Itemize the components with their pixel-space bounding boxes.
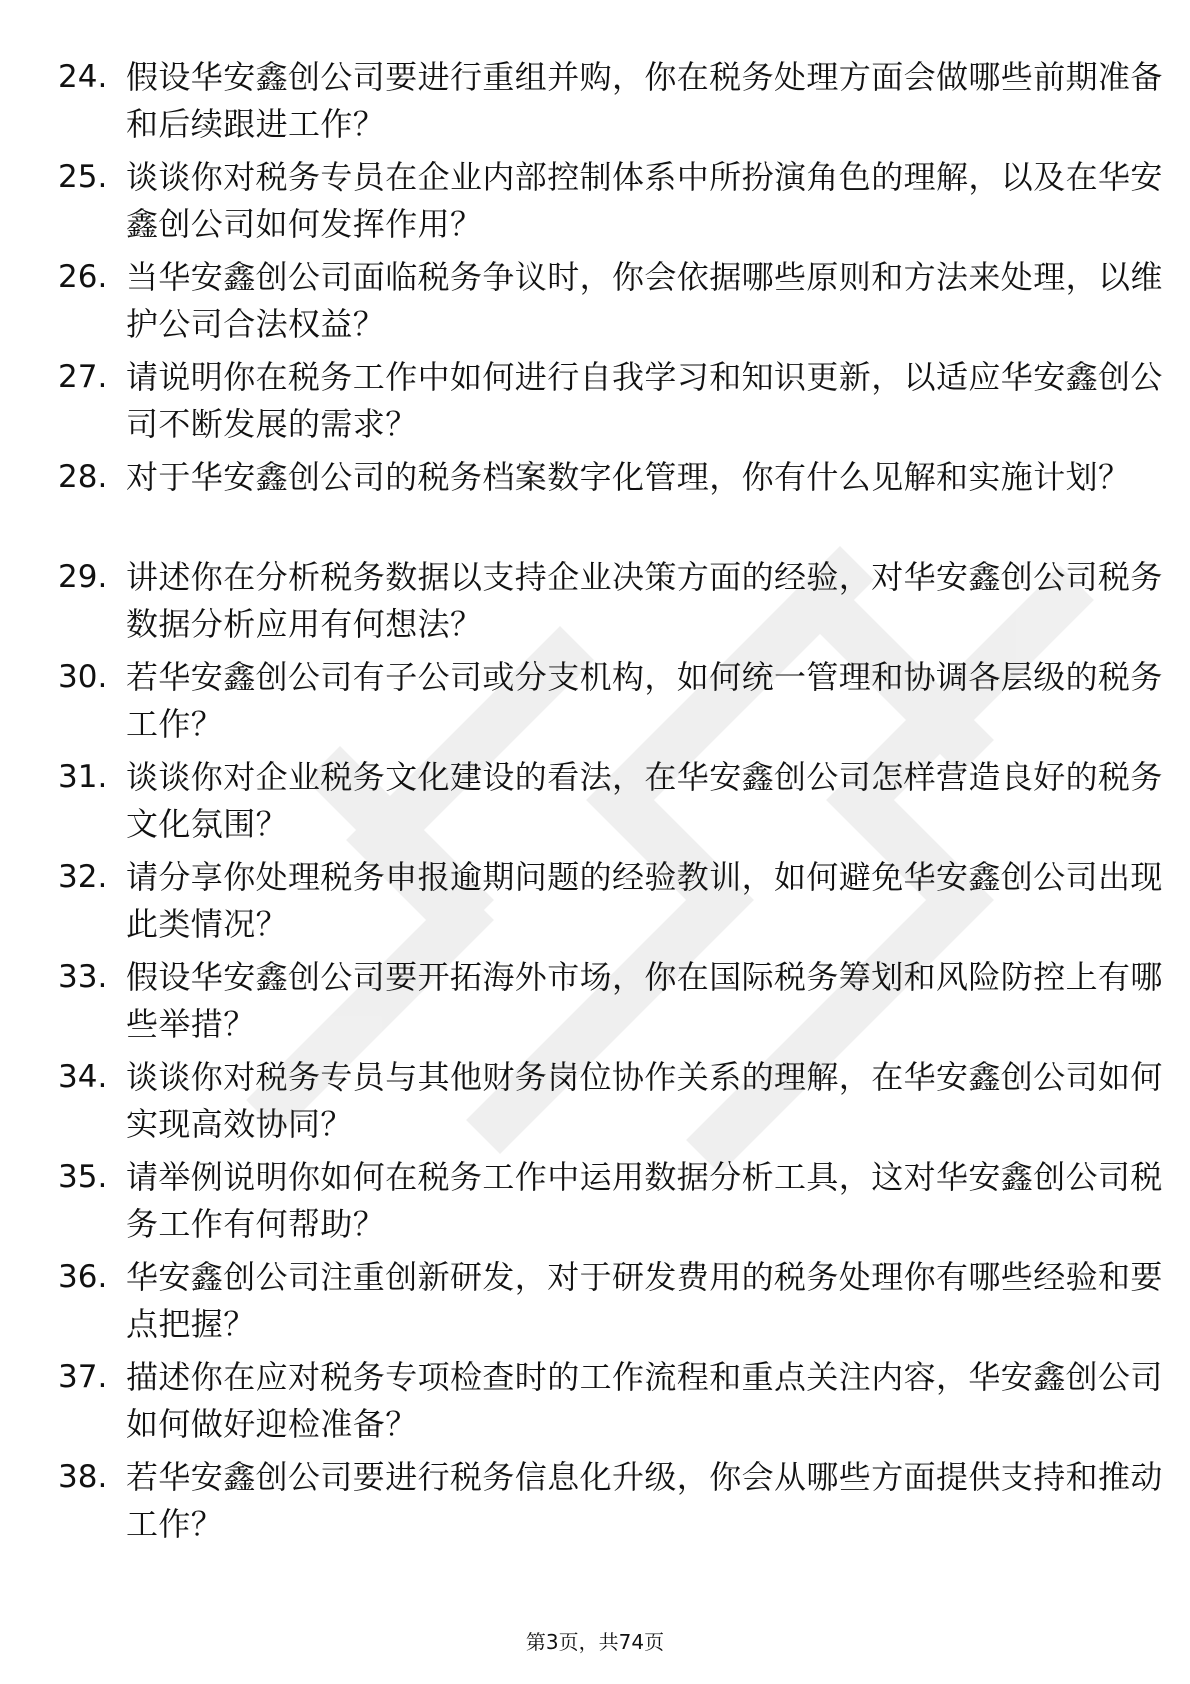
question-item-35 [58, 1154, 1163, 1254]
question-item-24 [58, 54, 1163, 154]
question-item-38 [58, 1454, 1163, 1554]
question-text: 谈谈你对税务专员在企业内部控制体系中所扮演角色的理解，以及在华安鑫创公司如何发挥作用？ [126, 158, 1163, 243]
question-number: 27. [58, 359, 108, 395]
question-text: 若华安鑫创公司要进行税务信息化升级，你会从哪些方面提供支持和推动工作？ [126, 1458, 1163, 1543]
question-item-28 [58, 454, 1131, 554]
question-number: 25. [58, 159, 108, 195]
question-text: 谈谈你对企业税务文化建设的看法，在华安鑫创公司怎样营造良好的税务文化氛围？ [126, 758, 1163, 843]
question-text: 华安鑫创公司注重创新研发，对于研发费用的税务处理你有哪些经验和要点把握？ [126, 1258, 1163, 1343]
question-number: 26. [58, 259, 108, 295]
question-item-34 [58, 1054, 1163, 1154]
question-text: 讲述你在分析税务数据以支持企业决策方面的经验，对华安鑫创公司税务数据分析应用有何想法？ [126, 558, 1163, 643]
question-number: 32. [58, 859, 108, 895]
question-text: 对于华安鑫创公司的税务档案数字化管理，你有什么见解和实施计划？ [126, 458, 1131, 496]
question-number: 33. [58, 959, 108, 995]
question-item-26 [58, 254, 1163, 354]
question-number: 37. [58, 1359, 108, 1395]
question-number: 30. [58, 659, 108, 695]
question-item-25 [58, 154, 1163, 254]
question-item-29 [58, 554, 1163, 654]
question-item-32 [58, 854, 1163, 954]
question-item-30 [58, 654, 1163, 754]
question-number: 29. [58, 559, 108, 595]
question-text: 谈谈你对税务专员与其他财务岗位协作关系的理解，在华安鑫创公司如何实现高效协同？ [126, 1058, 1163, 1143]
question-text: 描述你在应对税务专项检查时的工作流程和重点关注内容，华安鑫创公司如何做好迎检准备？ [126, 1358, 1163, 1443]
question-item-36 [58, 1254, 1163, 1354]
question-text: 若华安鑫创公司有子公司或分支机构，如何统一管理和协调各层级的税务工作？ [126, 658, 1163, 743]
question-item-27 [58, 354, 1163, 454]
question-text: 请举例说明你如何在税务工作中运用数据分析工具，这对华安鑫创公司税务工作有何帮助？ [126, 1158, 1163, 1243]
question-item-33 [58, 954, 1163, 1054]
question-item-31 [58, 754, 1163, 854]
question-text: 假设华安鑫创公司要进行重组并购，你在税务处理方面会做哪些前期准备和后续跟进工作？ [126, 58, 1163, 143]
question-list [58, 54, 1163, 1554]
question-text: 请说明你在税务工作中如何进行自我学习和知识更新，以适应华安鑫创公司不断发展的需求？ [126, 358, 1163, 443]
question-text: 请分享你处理税务申报逾期问题的经验教训，如何避免华安鑫创公司出现此类情况？ [126, 858, 1163, 943]
question-number: 35. [58, 1159, 108, 1195]
question-text: 假设华安鑫创公司要开拓海外市场，你在国际税务筹划和风险防控上有哪些举措？ [126, 958, 1163, 1043]
question-number: 24. [58, 59, 108, 95]
page-number-footer: 第3页，共74页 [525, 1630, 665, 1654]
question-text: 当华安鑫创公司面临税务争议时，你会依据哪些原则和方法来处理，以维护公司合法权益？ [126, 258, 1163, 343]
question-number: 38. [58, 1459, 108, 1495]
question-number: 31. [58, 759, 108, 795]
question-number: 28. [58, 459, 108, 495]
question-number: 34. [58, 1059, 108, 1095]
question-item-37 [58, 1354, 1163, 1454]
question-number: 36. [58, 1259, 108, 1295]
